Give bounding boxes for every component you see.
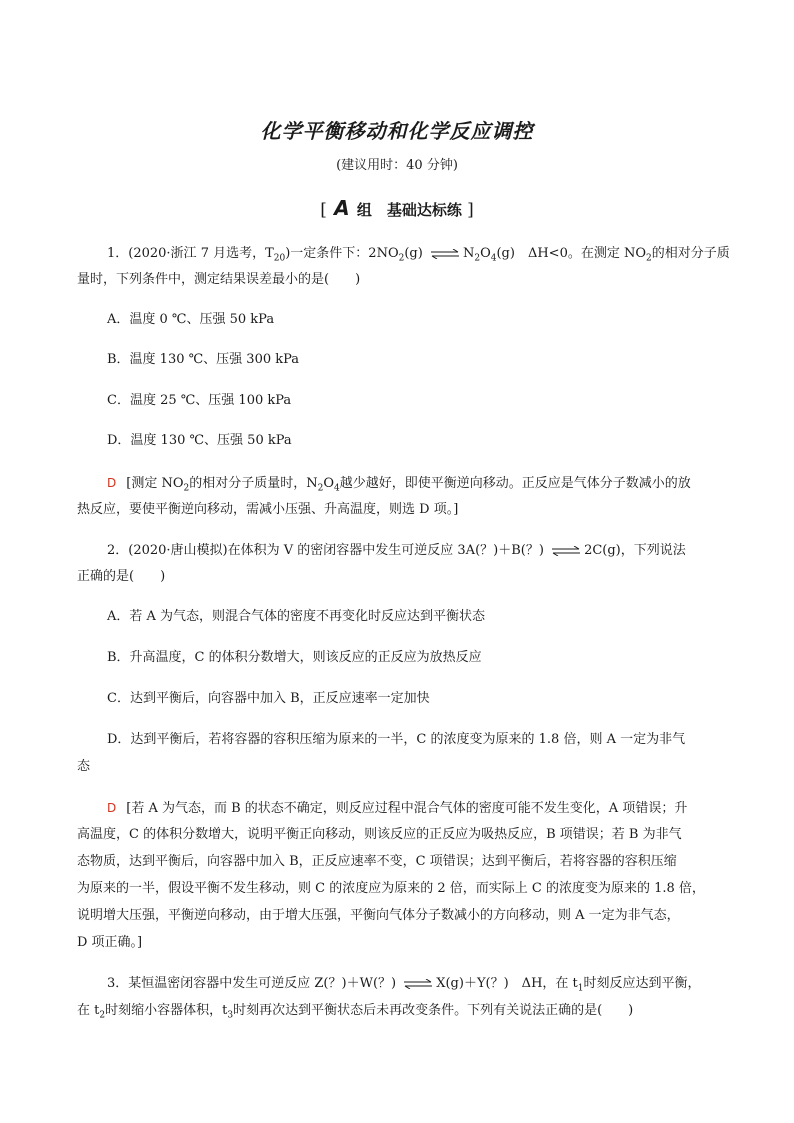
q1-stem-sub: 2 (398, 253, 405, 264)
q1-explanation-line1 (107, 473, 747, 499)
q1-stem-sub: 2 (474, 253, 481, 264)
group-name: 组 基础达标练 (356, 201, 462, 219)
equilibrium-arrow-icon (430, 249, 460, 259)
bracket-close: ] (467, 200, 474, 220)
q2-explanation-line4: 为原来的一半，假设平衡不发生移动，则 C 的浓度应为原来的 2 倍，而实际上 C 的浓度变为原来的 1.8 倍， (77, 881, 705, 896)
q2-explanation-line1 (107, 798, 747, 819)
q1-option-a: A．温度 0 ℃、压强 50 kPa (107, 312, 275, 327)
q1-exp-text: 的相对分子质量时，N (189, 476, 318, 491)
equilibrium-arrow-icon (551, 546, 581, 556)
q2-stem-line1 (107, 541, 747, 561)
q1-exp-text: O (323, 476, 335, 491)
q3-stem-line1 (107, 974, 747, 999)
q2-stem-text: 2C(g)，下列说法 (584, 543, 686, 558)
q1-exp-text: 越少越好，即使平衡逆向移动。正反应是气体分子数减小的放 (339, 476, 691, 491)
q1-stem-sub: 4 (490, 253, 497, 264)
q3-stem-text: 时刻反应达到平衡， (583, 976, 701, 991)
q3-stem-text: 在 t (77, 1003, 100, 1018)
q3-stem-sub: 3 (227, 1010, 234, 1021)
q2-explanation-line2: 高温度，C 的体积分数增大，说明平衡正向移动，则该反应的正反应为吸热反应，B 项错误；若 B 为非气 (77, 827, 682, 842)
q2-option-d-line1: D．达到平衡后，若将容器的容积压缩为原来的一半，C 的浓度变为原来的 1.8 倍，则 A 一定为非气 (107, 732, 686, 747)
q1-answer: D (107, 476, 117, 490)
q2-exp-text: [若 A 为气态，而 B 的状态不确定，则反应过程中混合气体的密度可能不发生变化，A 项错误；升 (126, 801, 688, 816)
q2-answer: D (107, 801, 117, 815)
q1-exp-sub: 4 (334, 483, 340, 494)
q2-option-c: C．达到平衡后，向容器中加入 B，正反应速率一定加快 (107, 691, 430, 706)
q2-stem-line2: 正确的是( ) (77, 569, 166, 584)
q2-explanation-line5: 说明增大压强，平衡逆向移动，由于增大压强，平衡向气体分子数减小的方向移动，则 A 一定为非气态， (77, 908, 680, 923)
q1-stem-text: )一定条件下：2NO (285, 246, 399, 261)
q3-stem-text: 时刻缩小容器体积，t (105, 1003, 228, 1018)
q2-explanation-line6: D 项正确。] (77, 935, 143, 950)
q1-explanation-line2: 热反应，要使平衡逆向移动，需减小压强、升高温度，则选 D 项。] (77, 502, 459, 517)
q1-stem-line2: 量时，下列条件中，测定结果误差最小的是( ) (77, 272, 361, 287)
q3-stem-line2 (77, 1001, 717, 1026)
q1-stem-sub: 20 (273, 253, 286, 264)
q1-option-d: D．温度 130 ℃、压强 50 kPa (107, 433, 292, 448)
q1-stem-text: 1．(2020·浙江 7 月选考，T (107, 246, 274, 261)
q3-stem-text: 时刻再次达到平衡状态后未再改变条件。下列有关说法正确的是( ) (233, 1003, 634, 1018)
q2-option-a: A．若 A 为气态，则混合气体的密度不再变化时反应达到平衡状态 (107, 609, 486, 624)
q1-exp-sub: 2 (317, 483, 324, 494)
q2-option-b: B．升高温度，C 的体积分数增大，则该反应的正反应为放热反应 (107, 650, 482, 665)
q1-stem-text: O (480, 246, 491, 261)
q1-exp-text: [测定 NO (126, 476, 184, 491)
q2-explanation-line3: 态物质，达到平衡后，向容器中加入 B，正反应速率不变，C 项错误；达到平衡后，若将容器的容积压缩 (77, 854, 677, 869)
q3-stem-text: 3．某恒温密闭容器中发生可逆反应 Z(？)＋W(？) (107, 976, 397, 991)
q1-stem-text: (g) (404, 246, 423, 261)
q1-exp-sub: 2 (183, 483, 190, 494)
q3-stem-sub: 2 (99, 1010, 106, 1021)
group-letter: A (334, 196, 350, 220)
q1-stem-text: 的相对分子质 (651, 246, 730, 261)
suggested-time: (建议用时：40 分钟) (336, 158, 458, 173)
q1-stem-text: (g) ΔH<0。在测定 NO (496, 246, 647, 261)
q1-stem-sub: 2 (646, 253, 652, 264)
q3-stem-text: X(g)＋Y(？) ΔH，在 t (436, 976, 578, 991)
group-heading (0, 196, 794, 220)
bracket-open: [ (320, 200, 327, 220)
q1-stem-text: N (462, 246, 475, 261)
page-title: 化学平衡移动和化学反应调控 (260, 119, 534, 143)
q2-stem-text: 2．(2020·唐山模拟)在体积为 V 的密闭容器中发生可逆反应 3A(？)＋B(？) (107, 543, 544, 558)
q1-option-b: B．温度 130 ℃、压强 300 kPa (107, 352, 300, 367)
q3-stem-sub: 1 (577, 983, 584, 994)
equilibrium-arrow-icon (403, 979, 433, 989)
q2-option-d-line2: 态 (77, 759, 91, 774)
q1-option-c: C．温度 25 ℃、压强 100 kPa (107, 393, 292, 408)
q1-stem-line1 (107, 244, 747, 269)
